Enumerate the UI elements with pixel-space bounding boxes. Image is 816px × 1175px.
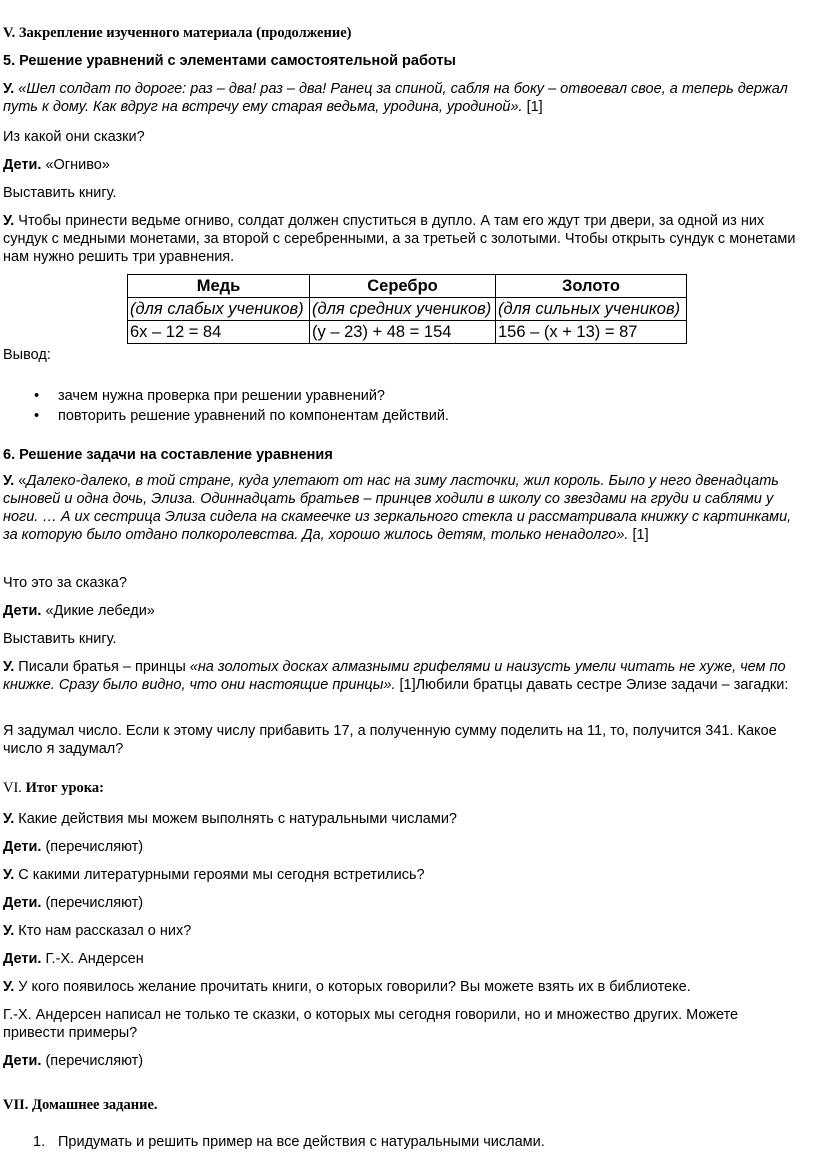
andersen-note: Г.-Х. Андерсен написал не только те сказки, о которых мы сегодня говорили, но и множество других. Можете привести примеры? xyxy=(3,1007,739,1041)
level-middle: (для средних учеников) xyxy=(310,298,496,321)
conclusion-label: Вывод: xyxy=(3,347,51,363)
speaker-teacher: У. xyxy=(3,473,15,489)
instruction-show-book: Выставить книгу. xyxy=(3,185,117,201)
dialog-text: (перечисляют) xyxy=(41,839,144,855)
speaker-teacher: У. xyxy=(3,979,15,995)
item-number: 1. xyxy=(33,1134,46,1150)
reference: [1] xyxy=(522,99,543,115)
open-quote: « xyxy=(14,473,27,489)
header-copper: Медь xyxy=(128,275,310,298)
kids-answer-swans xyxy=(3,602,155,620)
conclusion-list xyxy=(3,386,803,426)
equations-table xyxy=(127,274,687,344)
speaker-teacher: У. xyxy=(3,659,15,675)
dialog-line xyxy=(3,866,425,884)
list-item xyxy=(3,1133,803,1151)
speaker-kids: Дети. xyxy=(3,1053,42,1069)
section-vii-heading: VII. Домашнее задание. xyxy=(3,1097,158,1113)
speaker-kids: Дети. xyxy=(3,157,42,173)
answer-text: «Дикие лебеди» xyxy=(41,603,155,619)
dialog-line xyxy=(3,978,691,996)
table-equation-row xyxy=(128,321,687,344)
dialog-line xyxy=(3,922,191,940)
list-item-text: повторить решение уравнений по компонентам действий. xyxy=(58,408,449,424)
kids-answer-ognivo xyxy=(3,156,110,174)
text: [1]Любили братцы давать сестре Элизе задачи – загадки: xyxy=(395,677,789,693)
question-which-tale: Из какой они сказки? xyxy=(3,129,145,145)
speaker-teacher: У. xyxy=(3,867,15,883)
list-item-text: Придумать и решить пример на все действия с натуральными числами. xyxy=(58,1134,545,1150)
speaker-teacher: У. xyxy=(3,923,15,939)
header-silver: Серебро xyxy=(310,275,496,298)
section-v-heading: V. Закрепление изученного материала (продолжение) xyxy=(3,25,352,41)
teacher-princes xyxy=(3,658,795,694)
story-text: Чтобы принести ведьме огниво, солдат должен спуститься в дупло. А там его ждут три двери, за одной из них сундук с медными монетами, за второй с серебренными, а за третьей с золотыми. Чтобы открыть сундук с монетами нам нужно решить три уравнения. xyxy=(3,213,796,265)
text: Писали братья – принцы xyxy=(14,659,190,675)
subsection-5-heading: 5. Решение уравнений с элементами самостоятельной работы xyxy=(3,53,456,69)
dialog-text: (перечисляют) xyxy=(41,1053,144,1069)
subsection-6-heading: 6. Решение задачи на составление уравнения xyxy=(3,447,333,463)
section-vi-heading xyxy=(3,779,104,797)
bullet-icon: • xyxy=(34,408,40,424)
list-item xyxy=(3,386,803,406)
dialog-line xyxy=(3,838,143,856)
quote-text: «Шел солдат по дороге: раз – два! раз – два! Ранец за спиной, сабля на боку – отвоевал свое, а теперь держал путь к дому. Как вдруг на встречу ему старая ведьма, уродина, уродиной». xyxy=(3,81,788,115)
equation-silver: (у – 23) + 48 = 154 xyxy=(310,321,496,344)
speaker-teacher: У. xyxy=(3,811,15,827)
speaker-kids: Дети. xyxy=(3,603,42,619)
table-level-row xyxy=(128,298,687,321)
dialog-text: Кто нам рассказал о них? xyxy=(14,923,192,939)
quote-text: Далеко-далеко, в той стране, куда улетают от нас на зиму ласточки, жил король. Было у него двенадцать сыновей и одна дочь, Элиза. Одиннадцать братьев – принцев ходили в школу со звездами на груди и саблями у ноги. … А их сестрица Элиза сидела на скамеечке из зеркального стекла и рассматривала книжку с картинками, за которую было отдано полкоролевства. Да, хорошо жилось детям, только ненадолго». xyxy=(3,473,792,543)
equation-copper: 6х – 12 = 84 xyxy=(128,321,310,344)
dialog-line xyxy=(3,810,457,828)
dialog-line xyxy=(3,894,143,912)
dialog-text: С какими литературными героями мы сегодня встретились? xyxy=(14,867,425,883)
question-what-tale: Что это за сказка? xyxy=(3,575,127,591)
bullet-icon: • xyxy=(34,388,40,404)
dialog-text: Какие действия мы можем выполнять с натуральными числами? xyxy=(14,811,457,827)
dialog-text: У кого появилось желание прочитать книги, о которых говорили? Вы можете взять их в библиотеке. xyxy=(14,979,691,995)
speaker-teacher: У. xyxy=(3,213,15,229)
speaker-teacher: У. xyxy=(3,81,15,97)
list-item xyxy=(3,406,803,426)
heading-text: Итог урока: xyxy=(21,780,105,796)
instruction-show-book-2: Выставить книгу. xyxy=(3,631,117,647)
quote-text: «на золотых досках алмазными грифелями и наизусть умели читать не хуже, чем по книжке. Сразу было видно, что они настоящие принцы». xyxy=(3,659,786,693)
speaker-kids: Дети. xyxy=(3,895,42,911)
table-header-row xyxy=(128,275,687,298)
dialog-line xyxy=(3,950,144,968)
roman-numeral: VI. xyxy=(3,780,22,796)
dialog-text: Г.-Х. Андерсен xyxy=(41,951,144,967)
header-gold: Золото xyxy=(496,275,687,298)
teacher-quote-soldier xyxy=(3,80,803,116)
answer-text: «Огниво» xyxy=(41,157,110,173)
equation-gold: 156 – (х + 13) = 87 xyxy=(496,321,687,344)
list-item-text: зачем нужна проверка при решении уравнений? xyxy=(58,388,386,404)
riddle-task: Я задумал число. Если к этому числу прибавить 17, а полученную сумму поделить на 11, то, получится 341. Какое число я задумал? xyxy=(3,723,777,757)
teacher-story-doors xyxy=(3,212,809,266)
level-strong: (для сильных учеников) xyxy=(496,298,687,321)
speaker-kids: Дети. xyxy=(3,951,42,967)
level-weak: (для слабых учеников) xyxy=(128,298,310,321)
dialog-text: (перечисляют) xyxy=(41,895,144,911)
reference: [1] xyxy=(628,527,649,543)
homework-list xyxy=(3,1133,803,1151)
dialog-line xyxy=(3,1052,143,1070)
speaker-kids: Дети. xyxy=(3,839,42,855)
teacher-quote-swans xyxy=(3,472,793,544)
